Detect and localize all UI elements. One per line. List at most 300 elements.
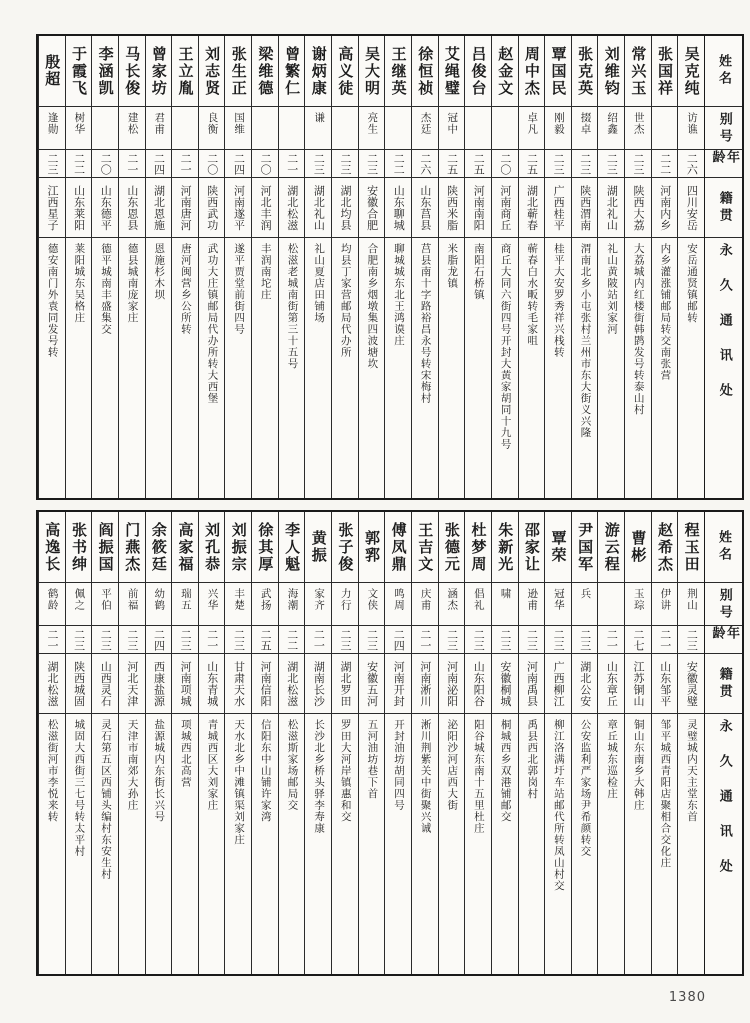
alias-cell <box>359 582 385 625</box>
native-cell <box>172 653 198 713</box>
alias-cell <box>492 582 518 625</box>
entry-column <box>677 512 704 974</box>
address-cell <box>92 237 118 498</box>
header-address-label: 永久通讯处 <box>716 719 732 894</box>
age-cell <box>252 625 278 653</box>
native-text: 陕西大荔 <box>632 184 646 231</box>
age-text: 二四 <box>232 152 246 175</box>
age-text: 二三 <box>525 628 539 651</box>
entry-column <box>118 36 145 498</box>
age-text: 二〇 <box>205 152 219 175</box>
alias-text: 力行 <box>339 588 352 611</box>
alias-cell <box>146 106 172 149</box>
native-text: 河南开封 <box>392 660 406 707</box>
native-cell <box>545 177 571 237</box>
age-text: 二三 <box>685 628 699 651</box>
native-text: 山西灵石 <box>99 660 113 707</box>
age-cell <box>146 149 172 177</box>
native-cell <box>572 177 598 237</box>
native-text: 山东聊城 <box>392 184 406 231</box>
address-cell <box>279 713 305 974</box>
address-cell <box>305 237 331 498</box>
name-cell <box>678 512 704 582</box>
address-text: 南阳石桥镇 <box>472 243 485 301</box>
name-text: 黄振 <box>309 530 328 564</box>
entry-column <box>438 36 465 498</box>
address-cell <box>305 713 331 974</box>
alias-cell <box>492 106 518 149</box>
native-cell <box>359 177 385 237</box>
age-text: 二一 <box>312 628 326 651</box>
address-cell <box>146 237 172 498</box>
native-text: 安徽合肥 <box>365 184 379 231</box>
name-cell <box>92 512 118 582</box>
alias-cell <box>385 582 411 625</box>
alias-text: 掇卓 <box>579 112 592 135</box>
name-cell <box>492 512 518 582</box>
entry-column <box>278 512 305 974</box>
alias-cell <box>412 106 438 149</box>
age-cell <box>465 149 491 177</box>
age-text: 二〇 <box>259 152 273 175</box>
age-text: 二三 <box>99 628 113 651</box>
native-cell <box>492 653 518 713</box>
name-text: 游云程 <box>602 521 621 573</box>
entry-column <box>358 36 385 498</box>
address-text: 五河油坊巷下首 <box>366 719 379 800</box>
alias-text: 刚毅 <box>552 112 565 135</box>
age-text: 二三 <box>605 152 619 175</box>
name-cell <box>465 512 491 582</box>
name-text: 杜梦周 <box>469 521 488 573</box>
alias-text: 逢勋 <box>46 112 59 135</box>
age-text: 二三 <box>552 628 566 651</box>
address-cell <box>199 237 225 498</box>
address-text: 聊城城东北王鸿谟庄 <box>393 243 405 347</box>
age-text: 二〇 <box>99 152 113 175</box>
native-cell <box>519 653 545 713</box>
native-cell <box>172 177 198 237</box>
address-cell <box>492 713 518 974</box>
native-cell <box>465 653 491 713</box>
entry-column <box>464 36 491 498</box>
name-text: 王立胤 <box>176 45 195 97</box>
alias-text: 瑞五 <box>179 588 192 611</box>
address-text: 天津市南郊大孙庄 <box>126 719 139 811</box>
native-cell <box>359 653 385 713</box>
address-text: 莱阳城东吴格庄 <box>73 243 86 324</box>
native-cell <box>598 653 624 713</box>
native-cell <box>678 177 704 237</box>
entry-column <box>198 512 225 974</box>
address-cell <box>412 237 438 498</box>
native-text: 山东莱阳 <box>72 184 86 231</box>
age-text: 二一 <box>658 628 672 651</box>
alias-text: 武扬 <box>259 588 272 611</box>
name-text: 常兴玉 <box>629 45 648 97</box>
age-text: 二三 <box>232 628 246 651</box>
native-cell <box>305 177 331 237</box>
address-text: 项城西北高营 <box>179 719 192 788</box>
name-cell <box>146 36 172 106</box>
name-text: 覃荣 <box>549 530 568 564</box>
name-cell <box>545 512 571 582</box>
native-text: 河南唐河 <box>179 184 193 231</box>
entry-column <box>384 512 411 974</box>
name-cell <box>678 36 704 106</box>
address-cell <box>279 237 305 498</box>
alias-cell <box>572 582 598 625</box>
name-text: 覃国民 <box>549 45 568 97</box>
native-text: 甘肃天水 <box>232 660 246 707</box>
age-text: 二五 <box>259 628 273 651</box>
native-cell <box>146 177 172 237</box>
age-text: 二三 <box>578 628 592 651</box>
age-cell <box>225 149 251 177</box>
native-text: 湖北均县 <box>339 184 352 231</box>
native-text: 湖北礼山 <box>605 184 619 231</box>
native-cell <box>119 653 145 713</box>
address-text: 阳谷城东南十五里杜庄 <box>472 719 485 834</box>
entry-column <box>118 512 145 974</box>
age-text: 二四 <box>152 152 166 175</box>
alias-text: 世杰 <box>632 112 645 135</box>
age-text: 二一 <box>205 628 219 651</box>
native-text: 山东青城 <box>205 660 219 707</box>
address-cell <box>625 237 651 498</box>
name-text: 张克英 <box>576 45 595 97</box>
entry-column <box>145 512 172 974</box>
alias-text: 玉琮 <box>632 588 645 611</box>
name-text: 谢炳康 <box>309 45 328 97</box>
address-cell <box>412 713 438 974</box>
native-text: 河南泌阳 <box>445 660 459 707</box>
alias-cell <box>172 106 198 149</box>
age-text: 二〇 <box>498 152 512 175</box>
entry-column <box>331 36 358 498</box>
alias-text: 访谯 <box>686 112 699 135</box>
alias-cell <box>225 106 251 149</box>
address-text: 商丘大同六街四号开封大黄家胡同十九号 <box>499 243 512 450</box>
alias-cell <box>39 106 65 149</box>
address-text: 米脂龙镇 <box>446 243 459 289</box>
address-text: 松滋老城南街第三十五号 <box>286 243 299 370</box>
address-cell <box>598 713 624 974</box>
alias-cell <box>545 106 571 149</box>
native-cell <box>199 177 225 237</box>
age-text: 二三 <box>365 628 379 651</box>
age-cell <box>225 625 251 653</box>
entry-column <box>597 512 624 974</box>
name-cell <box>545 36 571 106</box>
entry-column <box>331 512 358 974</box>
address-text: 唐河闽营乡公所转 <box>179 243 192 335</box>
alias-cell <box>465 106 491 149</box>
address-text: 丰润南坨庄 <box>259 243 272 301</box>
address-cell <box>172 713 198 974</box>
address-text: 礼山黄陂站刘家河 <box>606 243 619 335</box>
native-text: 广西柳江 <box>552 660 566 707</box>
age-text: 二一 <box>285 152 299 175</box>
header-age-label: 年龄 <box>709 150 740 167</box>
age-text: 二一 <box>418 628 432 651</box>
alias-cell <box>598 106 624 149</box>
age-text: 二一 <box>45 628 59 651</box>
native-text: 山东莒县 <box>418 184 432 231</box>
native-cell <box>146 653 172 713</box>
native-cell <box>332 653 358 713</box>
native-cell <box>39 653 65 713</box>
alias-text: 逊甫 <box>526 588 539 611</box>
age-cell <box>119 149 145 177</box>
alias-cell <box>119 106 145 149</box>
alias-cell <box>39 582 65 625</box>
name-cell <box>279 512 305 582</box>
native-text: 河南禹县 <box>525 660 539 707</box>
name-text: 高家福 <box>176 521 195 573</box>
alias-cell <box>385 106 411 149</box>
native-cell <box>252 653 278 713</box>
age-cell <box>439 149 465 177</box>
age-text: 二三 <box>472 628 486 651</box>
native-cell <box>625 177 651 237</box>
address-text: 内乡灌涨铺邮局转交南张营 <box>659 243 672 381</box>
name-text: 梁维德 <box>256 45 275 97</box>
native-cell <box>492 177 518 237</box>
age-text: 二一 <box>605 628 619 651</box>
native-text: 河南遂平 <box>232 184 246 231</box>
entry-column <box>145 36 172 498</box>
age-cell <box>545 625 571 653</box>
address-cell <box>572 237 598 498</box>
address-cell <box>519 237 545 498</box>
entry-column <box>677 36 704 498</box>
address-text: 桂平大安罗秀祥兴栈转 <box>552 243 565 358</box>
native-cell <box>519 177 545 237</box>
entry-column <box>91 36 118 498</box>
address-text: 莒县南十字路裕昌永号转宋梅村 <box>419 243 432 404</box>
age-cell <box>332 149 358 177</box>
name-text: 李涵凯 <box>96 45 115 97</box>
address-text: 罗田大河岸镇惠和交 <box>339 719 352 823</box>
address-text: 遂平贾堂前街四号 <box>233 243 246 335</box>
age-cell <box>252 149 278 177</box>
address-text: 公安监利严家场尹希颜转交 <box>579 719 592 857</box>
age-cell <box>385 149 411 177</box>
age-text: 二四 <box>392 628 406 651</box>
name-cell <box>598 36 624 106</box>
alias-cell <box>359 106 385 149</box>
address-text: 蕲春白水畈转毛家咀 <box>526 243 539 347</box>
header-column <box>704 36 742 498</box>
name-text: 张国祥 <box>656 45 675 97</box>
alias-cell <box>119 582 145 625</box>
alias-text: 谦 <box>313 112 326 124</box>
native-text: 山东阳谷 <box>472 660 486 707</box>
name-cell <box>652 36 678 106</box>
age-text: 二六 <box>685 152 699 175</box>
name-text: 刘孔恭 <box>203 521 222 573</box>
name-text: 尹国军 <box>576 521 595 573</box>
alias-text: 幼鹤 <box>153 588 166 611</box>
age-cell <box>412 149 438 177</box>
native-cell <box>279 177 305 237</box>
address-text: 章丘城东巡检庄 <box>606 719 619 800</box>
address-text: 灵石第五区西铺头编村东安生村 <box>99 719 112 880</box>
header-age-cell <box>705 625 742 653</box>
alias-text: 啸 <box>499 588 512 600</box>
entry-column <box>651 512 678 974</box>
header-address-cell <box>705 713 742 974</box>
age-cell <box>598 149 624 177</box>
age-text: 二一 <box>125 152 139 175</box>
entry-column <box>198 36 225 498</box>
age-text: 二三 <box>339 628 352 651</box>
header-name-cell <box>705 512 742 582</box>
native-text: 河南南阳 <box>472 184 486 231</box>
address-cell <box>545 237 571 498</box>
address-text: 灵璧城内天主堂东首 <box>686 719 699 823</box>
name-text: 马长俊 <box>123 45 142 97</box>
native-text: 陕西米脂 <box>445 184 459 231</box>
native-text: 广西桂平 <box>552 184 566 231</box>
address-text: 淅川荆紫关中街聚兴诚 <box>419 719 432 834</box>
name-cell <box>519 36 545 106</box>
native-text: 河南信阳 <box>259 660 273 707</box>
name-text: 傅凤鼎 <box>389 521 408 573</box>
native-cell <box>252 177 278 237</box>
age-text: 二三 <box>578 152 592 175</box>
name-text: 余筱廷 <box>149 521 168 573</box>
age-text: 二三 <box>552 152 566 175</box>
native-cell <box>545 653 571 713</box>
age-cell <box>625 149 651 177</box>
native-cell <box>66 177 92 237</box>
name-cell <box>465 36 491 106</box>
address-cell <box>359 713 385 974</box>
alias-text: 文侠 <box>366 588 379 611</box>
native-text: 安徽五河 <box>365 660 379 707</box>
address-cell <box>385 237 411 498</box>
alias-cell <box>545 582 571 625</box>
name-text: 赵希杰 <box>656 521 675 573</box>
entry-column <box>171 512 198 974</box>
address-cell <box>225 237 251 498</box>
native-cell <box>439 653 465 713</box>
header-alias-cell <box>705 582 742 625</box>
native-text: 江苏铜山 <box>632 660 646 707</box>
alias-cell <box>652 582 678 625</box>
top-directory-table <box>36 34 744 500</box>
name-text: 曾繁仁 <box>283 45 302 97</box>
native-text: 河北丰润 <box>259 184 273 231</box>
name-cell <box>225 36 251 106</box>
address-cell <box>146 713 172 974</box>
address-cell <box>225 713 251 974</box>
alias-text: 前福 <box>126 588 139 611</box>
alias-cell <box>92 106 118 149</box>
native-text: 湖北公安 <box>578 660 592 707</box>
age-cell <box>545 149 571 177</box>
address-cell <box>39 713 65 974</box>
name-cell <box>519 512 545 582</box>
native-cell <box>652 653 678 713</box>
name-text: 殷超 <box>43 54 62 88</box>
header-name-cell <box>705 36 742 106</box>
address-text: 邹平城西青阳店聚相合交化庄 <box>659 719 672 869</box>
name-text: 曾家坊 <box>149 45 168 97</box>
name-cell <box>39 36 65 106</box>
alias-text: 庆甫 <box>419 588 432 611</box>
name-cell <box>172 512 198 582</box>
age-text: 二三 <box>365 152 379 175</box>
name-cell <box>92 36 118 106</box>
name-text: 郭郛 <box>362 530 381 564</box>
address-text: 信阳东中山铺许家湾 <box>259 719 272 823</box>
name-text: 于霞飞 <box>69 45 88 97</box>
address-cell <box>199 713 225 974</box>
native-text: 湖北松滋 <box>285 184 299 231</box>
name-text: 张德元 <box>442 521 461 573</box>
address-cell <box>385 713 411 974</box>
header-name-label: 姓名 <box>716 530 731 564</box>
native-text: 湖北礼山 <box>312 184 326 231</box>
entry-column <box>65 512 92 974</box>
address-cell <box>172 237 198 498</box>
age-cell <box>678 149 704 177</box>
address-cell <box>492 237 518 498</box>
header-native-label: 籍贯 <box>716 190 732 225</box>
address-cell <box>519 713 545 974</box>
native-cell <box>332 177 358 237</box>
entry-column <box>224 512 251 974</box>
age-cell <box>652 625 678 653</box>
name-text: 吴克纯 <box>682 45 701 97</box>
alias-cell <box>572 106 598 149</box>
native-text: 河南内乡 <box>658 184 672 231</box>
native-text: 湖北松滋 <box>285 660 299 707</box>
name-cell <box>252 36 278 106</box>
name-cell <box>412 512 438 582</box>
address-cell <box>359 237 385 498</box>
native-text: 湖北松滋 <box>45 660 59 707</box>
entry-column <box>518 36 545 498</box>
address-cell <box>252 713 278 974</box>
address-cell <box>572 713 598 974</box>
header-address-label: 永久通讯处 <box>716 243 732 418</box>
address-text: 长沙北乡桥头驿李寿康 <box>313 719 326 834</box>
age-cell <box>572 149 598 177</box>
address-text: 武功大庄镇邮局代办所转大西堡 <box>206 243 219 404</box>
address-cell <box>678 713 704 974</box>
name-text: 张生正 <box>229 45 248 97</box>
header-address-cell <box>705 237 742 498</box>
name-text: 徐其厚 <box>256 521 275 573</box>
alias-cell <box>66 106 92 149</box>
address-text: 禹县西北郭岗村 <box>526 719 539 800</box>
address-text: 城固大西街三七号转太平村 <box>73 719 86 857</box>
alias-cell <box>465 582 491 625</box>
name-cell <box>252 512 278 582</box>
native-text: 陕西城固 <box>72 660 86 707</box>
address-cell <box>652 713 678 974</box>
header-alias-cell <box>705 106 742 149</box>
address-cell <box>66 713 92 974</box>
address-text: 合肥南乡烟墩集四波塘坎 <box>366 243 379 370</box>
name-text: 张书绅 <box>69 521 88 573</box>
name-text: 程玉田 <box>682 521 701 573</box>
alias-cell <box>439 106 465 149</box>
